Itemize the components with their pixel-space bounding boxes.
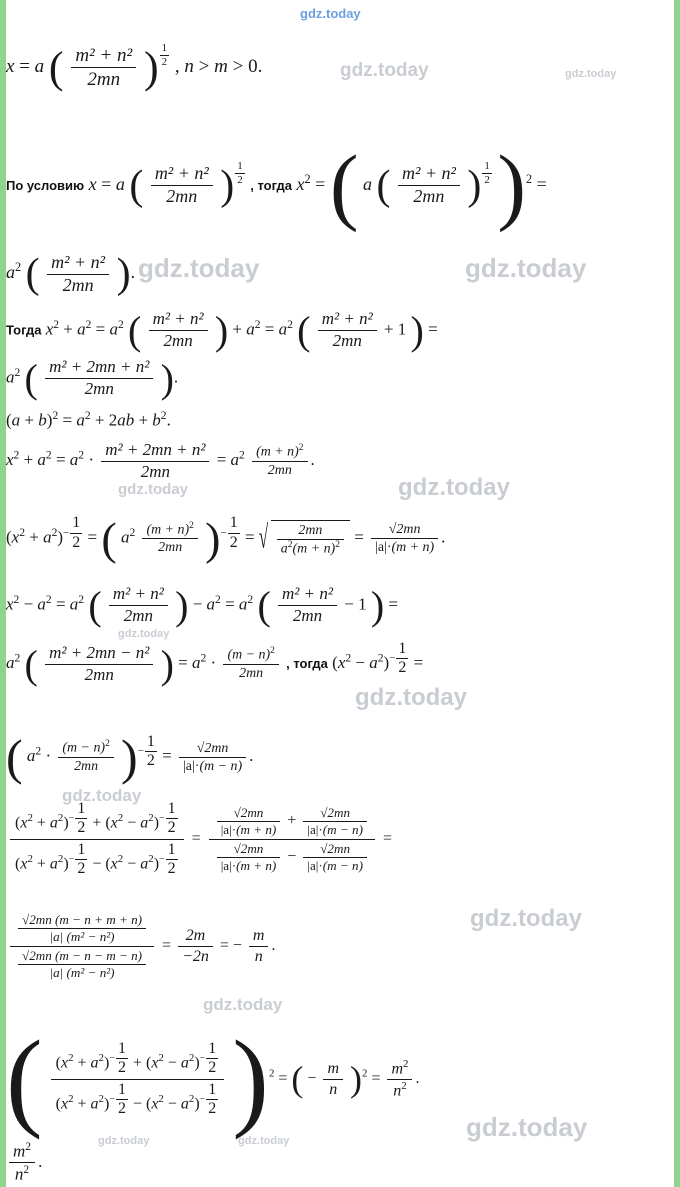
- equation-sum-simplified: $x^2 + a^2 = a^2$ · $\frac{\text{m² + 2mn + n²}}{2mn}$ = $a^2$ $\frac{(m + n)^2}{2mn}$ .: [6, 440, 315, 481]
- var-n: n: [184, 55, 194, 77]
- fraction-expanded-over-2mn: $\frac{\text{m² + 2mn + n²}}{2mn}$: [45, 357, 153, 399]
- equation-a2-fraction: $a^2$ ( $\frac{\text{m² + n²}}{2mn}$ ).: [6, 251, 136, 297]
- fraction-m2n2-over-2mn: $\frac{\text{m² + n²}}{2mn}$: [398, 163, 460, 208]
- compound-right-side: $\frac{√2mn}{|a|\cdot(m + n)}$ + $\frac{√2mn}{|a|\cdot(m - n)}$ $\frac{√2mn}{|a|\cdot(m + n)}$ − $\frac{√2mn}{|a|\cdot(m - n)}$: [209, 805, 375, 874]
- fraction-m-over-n: $\frac{m}{n}$: [323, 1059, 343, 1099]
- formula-square-of-sum: $(a + b)^2 = a^2 + 2ab + b^2$.: [6, 409, 171, 430]
- equation-x2-plus-a2: Тогда $x^2 + a^2 = a^2$ ( $\frac{\text{m² + n²}}{2mn}$ ) + $a^2 = a^2$ ( $\frac{\text{m² + n²}}{2mn}$ + 1 ) =: [6, 308, 438, 353]
- denominator-diff-terms: $(x^2 + a^2)^{- \frac{1}{2}}$ − $(x^2 - a^2)^{- \frac{1}{2}}$: [15, 840, 176, 878]
- final-answer: $\frac{m^2}{n^2}$ .: [6, 1140, 42, 1186]
- greater-than: >: [198, 55, 210, 77]
- equation-compound-fraction: $(x^2 + a^2)^{- \frac{1}{2}}$ + $(x^2 - a^2)^{- \frac{1}{2}}$ $(x^2 + a^2)^{- \frac{1}{2}}$ − $(x^2 - a^2)^{- \frac{1}{2}}$ = $\frac{√2mn}{|a|\cdot(m + n)}$ + $\frac{√2mn}{|a|\cdot(m - n)}$ $\frac{√2mn}{|a|\cdot(m + n)}$ − $\frac{√2mn}{|a|\cdot(m - n)}$ =: [6, 800, 392, 879]
- watermark: gdz.today: [118, 628, 170, 640]
- zero: 0: [248, 55, 258, 77]
- fraction-sqrt2mn-over-abs-a-mminusn: $\frac{√2mn}{|a|\cdot(m - n)}$: [303, 805, 367, 838]
- fraction-sqrt2mn-over-abs-a-mminusn: $\frac{√2mn}{|a|\cdot(m - n)}$: [179, 740, 246, 775]
- solution-page: [6, 0, 674, 1187]
- fraction-m2n2-over-2mn: $\frac{\text{m² + n²}}{2mn}$: [109, 584, 168, 626]
- fraction-sqrt2mn-over-abs-a-mplusn: $\frac{√2mn}{|a|\cdot(m + n)}$: [217, 805, 281, 838]
- exponent-neg-half: − 1 2: [389, 640, 407, 677]
- watermark: gdz.today: [138, 253, 260, 283]
- fraction-mplusn2-over-2mn: $\frac{(m + n)^2}{2mn}$: [252, 443, 307, 479]
- fraction-sqrt2mn-over-abs-a-mminusn: $\frac{√2mn}{|a|\cdot(m - n)}$: [303, 841, 367, 874]
- label-togda: , тогда: [250, 177, 293, 193]
- equation-condition: По условию x = a ( $\frac{\text{m² + n²}}{2mn}$ ) $\frac{1}{2}$ , тогда $x^2$ = ( a ( $\frac{\text{m² + n²}}{2mn}$ ) $\frac{1}{2}$ )$^2$ =: [6, 137, 547, 233]
- fraction-m2-over-n2: $\frac{m^2}{n^2}$: [387, 1058, 412, 1101]
- compound-left-side: [10, 800, 184, 879]
- label-togda: Тогда: [6, 322, 42, 338]
- fraction-mminusn2-over-2mn: $\frac{(m - n)^2}{2mn}$: [58, 739, 113, 775]
- fraction-m2n2-over-2mn: $\frac{\text{m² + n²}}{2mn}$: [71, 44, 136, 91]
- fraction-m-over-n: $\frac{m}{n}$: [249, 926, 269, 966]
- label-togda: , тогда: [286, 656, 328, 672]
- var-a: a: [6, 262, 15, 283]
- right-green-rail: [674, 0, 680, 1187]
- equation-sum-power-neg-half: $(x^2 + a^2)^{- \frac{1}{2}}$ = ( $a^2$ $\frac{(m + n)^2}{2mn}$ )$^{- \frac{1}{2}}$ = √ $\frac{2mn}{a^2(m + n)^2}$ = $\frac{√2mn}{|a|\cdot(m + n)}$ .: [6, 512, 445, 565]
- var-x: x: [88, 173, 97, 194]
- watermark: gdz.today: [398, 474, 510, 501]
- exponent-one-half: $\frac{1}{2}$: [237, 160, 243, 186]
- watermark: gdz.today: [565, 68, 617, 80]
- fraction-m2n2-over-2mn: $\frac{\text{m² + n²}}{2mn}$: [151, 163, 213, 208]
- var-a: a: [34, 55, 45, 77]
- equation-expanded-numerator: $a^2$ ( $\frac{\text{m² + 2mn + n²}}{2mn}$ ).: [6, 356, 179, 401]
- fraction-m2n2-over-2mn: $\frac{\text{m² + n²}}{2mn}$: [47, 252, 109, 297]
- watermark: gdz.today: [300, 6, 361, 21]
- exponent-one-half: $\frac{1}{2}$: [161, 42, 168, 68]
- watermark: gdz.today: [98, 1135, 150, 1147]
- watermark: gdz.today: [466, 1112, 588, 1142]
- watermark: gdz.today: [340, 60, 429, 81]
- equation-diff-simplified: $a^2$ ( $\frac{\text{m² + 2mn − n²}}{2mn}$ ) = $a^2$ · $\frac{(m - n)^2}{2mn}$ , тогда $(x^2 - a^2)^{- \frac{1}{2}}$ =: [6, 640, 424, 687]
- equation-squared-result: ( $(x^2 + a^2)^{- \frac{1}{2}}$ + $(x^2 - a^2)^{- \frac{1}{2}}$ $(x^2 + a^2)^{- \frac{1}{2}}$ − $(x^2 - a^2)^{- \frac{1}{2}}$ )$^2$ = ( − $\frac{m}{n}$ )$^2$ = $\frac{m^2}{n^2}$ .: [6, 1018, 420, 1141]
- exponent-two: 2: [526, 171, 533, 186]
- fraction-mplusn2-over-2mn: $\frac{(m + n)^2}{2mn}$: [142, 521, 197, 557]
- fraction-m2n2-over-2mn: $\frac{\text{m² + n²}}{2mn}$: [318, 309, 377, 351]
- exponent-neg-half: − 1 2: [137, 732, 155, 770]
- watermark: gdz.today: [62, 786, 142, 805]
- fraction-sqrt2mn-over-abs-a-mplusn: $\frac{√2mn}{|a|\cdot(m + n)}$: [371, 521, 438, 556]
- var-x-squared: x: [296, 173, 305, 194]
- fraction-numer-sum: $\frac{√2mn (m - n + m + n)}{\text{|a| (m² − n²)}}$: [18, 912, 146, 945]
- watermark: gdz.today: [118, 481, 188, 498]
- exponent-neg-half: − 1 2: [220, 514, 238, 551]
- equation-given: x = a ( $\frac{\text{m² + n²}}{2mn}$ ) $\frac{1}{2}$ , n > m > 0.: [6, 42, 263, 93]
- equation-x2-minus-a2: $x^2 - a^2 = a^2$ ( $\frac{\text{m² + n²}}{2mn}$ ) − $a^2 = a^2$ ( $\frac{\text{m² + n²}}{2mn}$ − 1 ) =: [6, 583, 398, 628]
- fraction-mminusn2-over-2mn: $\frac{(m - n)^2}{2mn}$: [223, 646, 278, 682]
- fraction-m2-over-n2: $\frac{m^2}{n^2}$: [9, 1140, 35, 1186]
- fraction-m2n2-over-2mn: $\frac{\text{m² + n²}}{2mn}$: [149, 309, 208, 351]
- numerator-sum-terms: $(x^2 + a^2)^{- \frac{1}{2}}$ + $(x^2 - a^2)^{- \frac{1}{2}}$: [10, 800, 184, 840]
- fraction-m2n2-over-2mn: $\frac{\text{m² + n²}}{2mn}$: [278, 584, 337, 626]
- watermark: gdz.today: [238, 1135, 290, 1147]
- watermark: gdz.today: [203, 995, 283, 1014]
- var-a: a: [362, 173, 372, 194]
- var-a: a: [115, 173, 125, 194]
- fraction-2m-over-minus2n: $\frac{2m}{-2n}$: [178, 926, 213, 966]
- fraction-m2-2mn-minus-n2-over-2mn: $\frac{\text{m² + 2mn − n²}}{2mn}$: [45, 643, 153, 685]
- fraction-2mn-over-a2mplusn2: √ $\frac{2mn}{a^2(m + n)^2}$: [277, 522, 344, 558]
- watermark: gdz.today: [355, 684, 467, 711]
- watermark: gdz.today: [470, 905, 582, 932]
- comma: ,: [174, 55, 180, 77]
- var-m: m: [214, 55, 228, 77]
- var-x: x: [6, 55, 15, 77]
- sqrt-expression: [259, 520, 350, 558]
- equals-sign: =: [19, 55, 30, 77]
- equation-diff-power-neg-half: ( $a^2$ · $\frac{(m - n)^2}{2mn}$ )$^{- \frac{1}{2}}$ = $\frac{√2mn}{|a|\cdot(m - n)}$ .: [6, 729, 254, 785]
- exponent-one-half: $\frac{1}{2}$: [484, 160, 490, 186]
- exponent-neg-half: − 1 2: [63, 514, 81, 551]
- fraction-numer-diff: $\frac{√2mn (m - n - m - n)}{\text{|a| (m² − n²)}}$: [18, 948, 146, 981]
- fraction-expanded-over-2mn: $\frac{\text{m² + 2mn + n²}}{2mn}$: [101, 440, 209, 482]
- compound-left-side: $(x^2 + a^2)^{- \frac{1}{2}}$ + $(x^2 - a^2)^{- \frac{1}{2}}$ $(x^2 + a^2)^{- \frac{1}{2}}$ − $(x^2 - a^2)^{- \frac{1}{2}}$: [51, 1040, 225, 1119]
- watermark: gdz.today: [465, 253, 587, 283]
- nested-fraction: [10, 912, 154, 981]
- equation-final-reduction: $\frac{\frac{√2mn (m - n + m + n)}{\text{|a| (m² − n²)}}}{\frac{√2mn (m - n - m - n)}{\text{|a| (m² − n²)}}}$ = $\frac{2m}{-2n}$ = − $\frac{m}{n}$ .: [6, 912, 275, 981]
- greater-than: >: [232, 55, 244, 77]
- label-po-usloviyu: По условию: [6, 177, 85, 193]
- fraction-sqrt2mn-over-abs-a-mplusn: $\frac{√2mn}{|a|\cdot(m + n)}$: [217, 841, 281, 874]
